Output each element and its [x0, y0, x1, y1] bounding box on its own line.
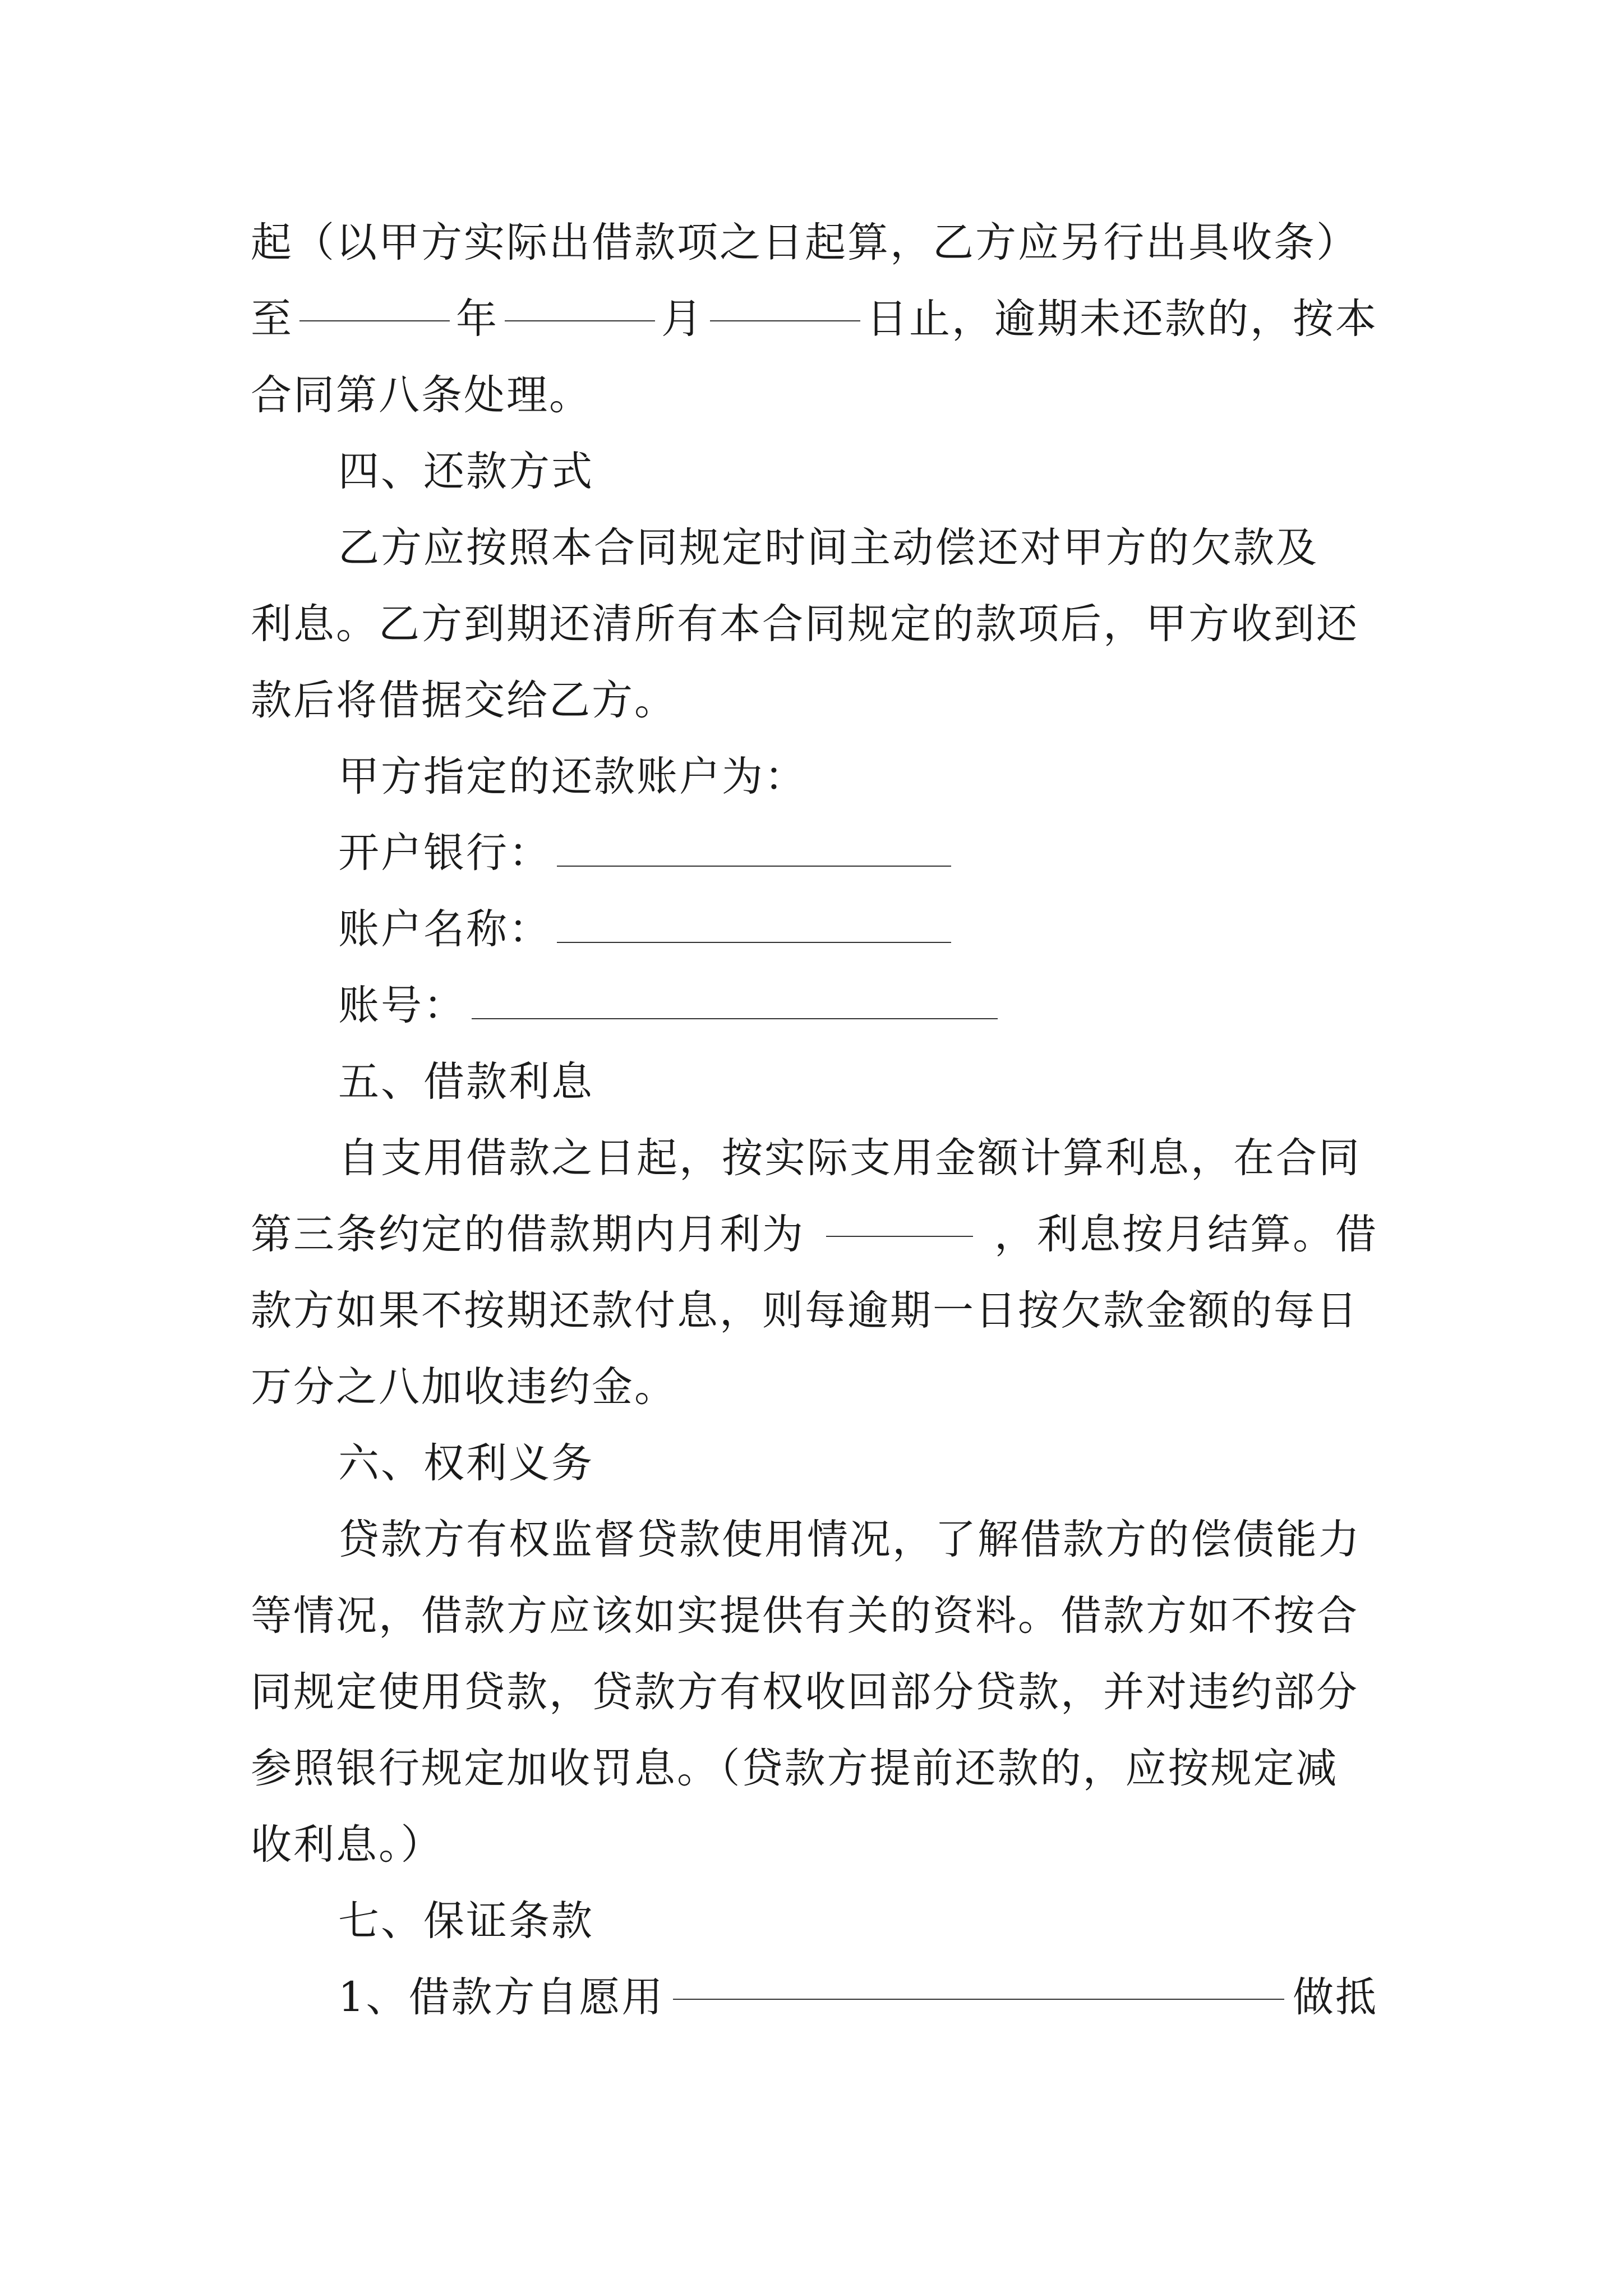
text-line: [251, 1659, 1378, 1726]
text-segment: 至: [251, 295, 293, 343]
text-segment: 做抵: [1292, 1973, 1378, 2021]
paragraph-text: 利息。乙方到期还清所有本合同规定的款项后，甲方收到还: [251, 600, 1359, 648]
text-line: [338, 1125, 1378, 1192]
text-line: [251, 1735, 1378, 1802]
paragraph-text: 收利息。）: [251, 1821, 444, 1869]
paragraph-text: 起（以甲方实际出借款项之日起算，乙方应另行出具收条）: [251, 219, 1359, 266]
bank-field[interactable]: [557, 831, 951, 867]
paragraph-text: 参照银行规定加收罚息。（贷款方提前还款的，应按规定减: [251, 1745, 1339, 1792]
field-row-account-name: [338, 896, 951, 963]
section-heading: 四、还款方式: [338, 448, 594, 495]
account-number-field[interactable]: [472, 983, 998, 1019]
blank-month[interactable]: [505, 286, 655, 321]
blank-year[interactable]: [299, 286, 450, 321]
paragraph-text: 甲方指定的还款账户为：: [338, 753, 807, 800]
text-line: [251, 1277, 1378, 1345]
text-line: [251, 591, 1378, 658]
text-line: [251, 362, 592, 429]
text-segment: 1、借款方自愿用: [338, 1973, 665, 2021]
blank-day[interactable]: [710, 286, 860, 321]
account-number-label: 账号：: [338, 982, 466, 1029]
paragraph-text: 万分之八加收违约金。: [251, 1363, 677, 1411]
text-line: [251, 1582, 1378, 1650]
text-line: [338, 514, 1378, 582]
text-line: [251, 209, 1378, 277]
paragraph-text: 等情况，借款方应该如实提供有关的资料。借款方如不按合: [251, 1592, 1359, 1640]
text-line: [338, 743, 807, 811]
collateral-field[interactable]: [673, 1964, 1284, 2000]
account-name-field[interactable]: [557, 907, 951, 943]
text-segment: ，利息按月结算。借: [994, 1211, 1378, 1258]
paragraph-text: 乙方应按照本合同规定时间主动偿还对甲方的欠款及: [338, 524, 1318, 572]
interest-rate-field[interactable]: [826, 1201, 973, 1237]
section-heading: 五、借款利息: [338, 1058, 594, 1106]
text-segment: 月: [661, 295, 704, 343]
text-segment: 日止，逾期未还款的，按本: [866, 295, 1378, 343]
paragraph-text: 自支用借款之日起，按实际支用金额计算利息，在合同: [338, 1134, 1361, 1182]
field-row-account-number: [338, 972, 998, 1039]
text-line: [251, 1201, 1378, 1268]
paragraph-text: 款方如果不按期还款付息，则每逾期一日按欠款金额的每日: [251, 1287, 1359, 1335]
text-line: [251, 286, 1378, 353]
text-line: [251, 1354, 677, 1421]
paragraph-text: 款后将借据交给乙方。: [251, 677, 677, 724]
paragraph-text: 合同第八条处理。: [251, 371, 592, 419]
text-segment: 年: [456, 295, 499, 343]
account-name-label: 账户名称：: [338, 905, 551, 953]
text-line: [338, 1506, 1378, 1573]
text-segment: 第三条约定的借款期内月利为: [251, 1211, 805, 1258]
text-line: [338, 1964, 1378, 2031]
text-line: [251, 1811, 444, 1879]
section-heading: 七、保证条款: [338, 1897, 594, 1945]
text-line: [251, 667, 677, 734]
bank-label: 开户银行：: [338, 829, 551, 877]
section-heading: 六、权利义务: [338, 1439, 594, 1487]
paragraph-text: 贷款方有权监督贷款使用情况，了解借款方的偿债能力: [338, 1516, 1361, 1563]
field-row-bank: [338, 820, 951, 887]
paragraph-text: 同规定使用贷款，贷款方有权收回部分贷款，并对违约部分: [251, 1668, 1359, 1716]
